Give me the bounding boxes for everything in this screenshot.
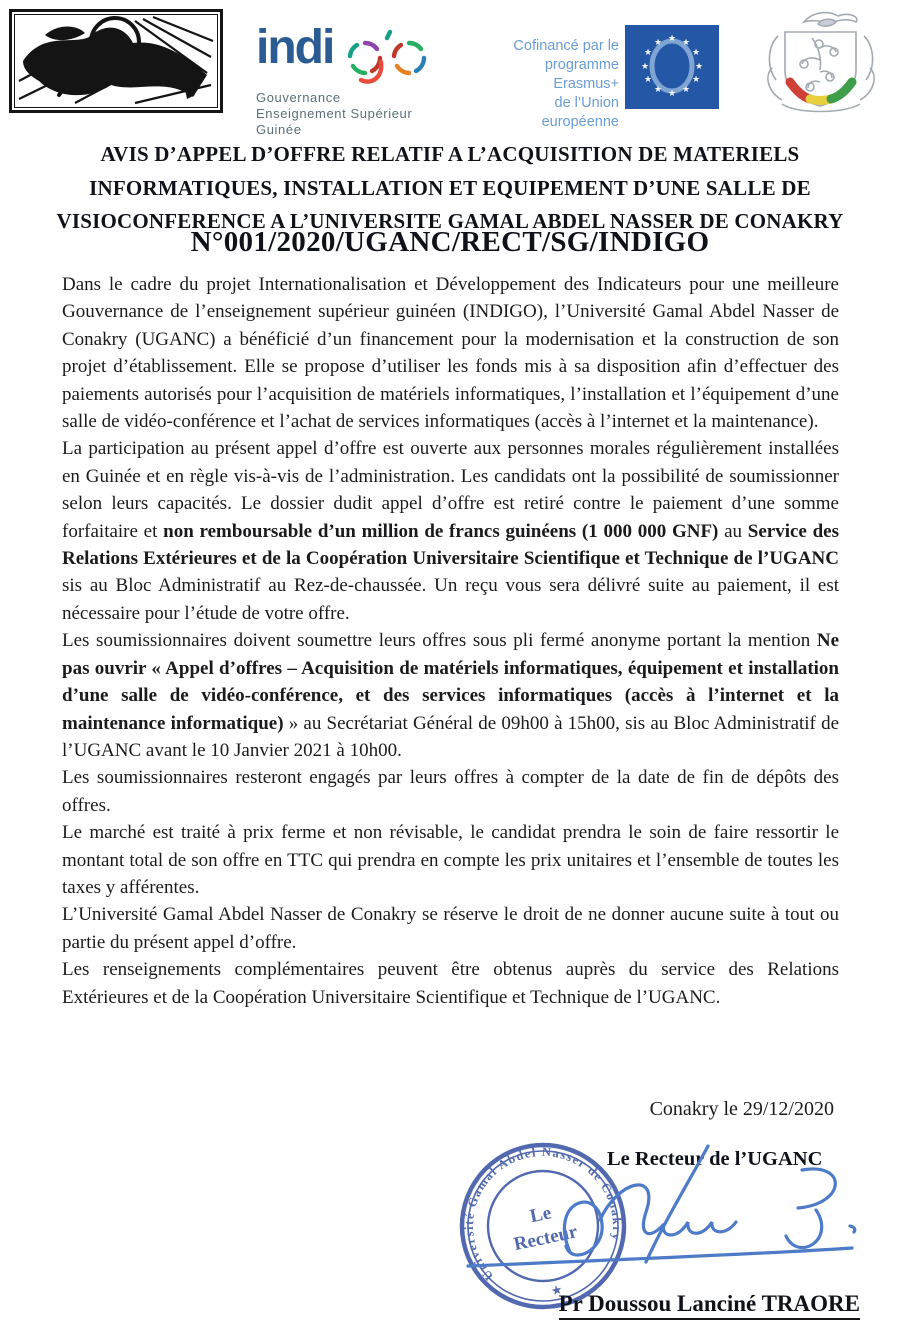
svg-text:★: ★ (667, 34, 677, 44)
notice-title (50, 138, 850, 239)
indigo-tagline-line1: Gouvernance (256, 90, 341, 105)
paragraph (62, 764, 839, 819)
stamp-center-line2: Recteur (511, 1221, 580, 1256)
svg-text:★: ★ (653, 38, 663, 48)
text-segment: sis au Bloc Administratif au Rez-de-chaussée. Un reçu vous sera délivré suite au paiement, il est nécessaire pour l’étude de votre offre. (62, 575, 839, 624)
bold-text-segment: Ne pas ouvrir « Appel d’offres – Acquisition de matériels informatiques, équipement et installation d’une salle de vidéo-conférence, et des services informatiques (accès à l’internet et la maintenance informatique) (62, 630, 839, 734)
indigo-text-indi: indi (256, 21, 334, 74)
text-segment: L’Université Gamal Abdel Nasser de Conakry se réserve le droit de ne donner aucune suite à tout ou partie du présent appel d’offre. (62, 904, 839, 953)
paragraph (62, 627, 839, 764)
title-line-2: INFORMATIQUES, INSTALLATION ET EQUIPEMENT D’UNE SALLE DE (89, 175, 811, 200)
svg-text:★: ★ (681, 85, 691, 95)
text-segment: Les soumissionnaires doivent soumettre leurs offres sous pli fermé anonyme portant la mention (62, 630, 817, 652)
erasmus-logo (487, 25, 719, 132)
indigo-tagline (256, 90, 471, 138)
text-segment: Dans le cadre du projet Internationalisation et Développement des Indicateurs pour une meilleure Gouvernance de l’enseignement supérieur guinéen (INDIGO), l’Université Gamal Abdel Nasser de Conakry (UGANC) a bénéficié d’un financement pour la modernisation et la construction de son projet d’établissement. Elle se propose d’utiliser les fonds mis à sa disposition afin d’effectuer des paiements autorisés pour l’acquisition de matériels informatiques, l’installation et l’équipement d’une salle de vidéo-conférence et l’achat de services informatiques (accès à l’internet et la maintenance). (62, 274, 839, 433)
text-segment: au (718, 520, 748, 542)
paragraph (62, 901, 839, 956)
signatory-name: Pr Doussou Lanciné TRAORE (559, 1291, 860, 1320)
text-segment: » au Secrétariat Général de 09h00 à 15h00, sis au Bloc Administratif de l’UGANC avant le 10 Janvier 2021 à 10h00. (62, 712, 840, 761)
title-line-1: AVIS D’APPEL D’OFFRE RELATIF A L’ACQUISITION DE MATERIELS (100, 142, 800, 166)
erasmus-caption (487, 25, 619, 132)
guinea-coat-of-arms-icon (752, 8, 890, 120)
eu-flag-icon (625, 25, 719, 109)
paragraph (62, 435, 839, 627)
paragraph (62, 819, 839, 901)
bold-text-segment: Service des Relations Extérieures et de la Coopération Universitaire Scientifique et Technique de l’UGANC (62, 520, 839, 570)
erasmus-caption-line1: Cofinancé par le (513, 38, 619, 54)
text-segment: Les renseignements complémentaires peuvent être obtenus auprès du service des Relations Extérieures et de la Coopération Universitaire Scientifique et Technique de l’UGANC. (62, 959, 839, 1008)
indigo-tagline-line3: Guinée (256, 122, 302, 137)
stamp-star: ★ (549, 1281, 564, 1299)
svg-text:★: ★ (681, 38, 691, 48)
uganc-emblem-art (15, 15, 215, 105)
signatory-title: Le Recteur de l’UGANC (607, 1148, 823, 1170)
indigo-logo (256, 21, 471, 138)
text-segment: Les soumissionnaires resteront engagés par leurs offres à compter de la date de fin de dépôts des offres. (62, 767, 839, 816)
svg-text:★: ★ (694, 62, 704, 72)
svg-text:★: ★ (691, 48, 701, 58)
text-segment: Le marché est traité à prix ferme et non révisable, le candidat prendra le soin de faire ressortir le montant total de son offre en TTC qui prendra en compte les prix unitaires et l’ensemble de toutes les taxes y afférentes. (62, 822, 839, 898)
header-logo-row (0, 0, 900, 137)
title-line-3: VISIOCONFERENCE A L’UNIVERSITE GAMAL ABDEL NASSER DE CONAKRY (56, 209, 844, 233)
svg-text:★: ★ (643, 48, 653, 58)
rector-signature (450, 1140, 870, 1300)
body-text (62, 271, 839, 1011)
indigo-wordmark (256, 21, 471, 86)
erasmus-caption-line2: programme Erasmus+ (544, 57, 619, 92)
svg-text:★: ★ (640, 62, 650, 72)
svg-text:★: ★ (691, 75, 701, 85)
place-date: Conakry le 29/12/2020 (649, 1098, 834, 1120)
svg-text:★: ★ (667, 89, 677, 99)
reference-number: N°001/2020/UGANC/RECT/SG/INDIGO (190, 226, 710, 258)
erasmus-caption-line3: de l’Union européenne (541, 95, 619, 130)
svg-text:★: ★ (643, 75, 653, 85)
stamp-ring-text: Université Gamal Abdel Nasser de Conakry (461, 1144, 625, 1284)
paragraph (62, 956, 839, 1011)
uganc-emblem-border (14, 14, 218, 108)
text-segment: La participation au présent appel d’offre est ouverte aux personnes morales régulièrement installées en Guinée et en règle vis-à-vis de l’administration. Les candidats ont la possibilité de soumissionner selon leurs capacités. Le dossier dudit appel d’offre est retiré contre le paiement d’une somme forfaitaire et (62, 438, 839, 542)
uganc-emblem-icon (9, 9, 223, 113)
paragraph (62, 271, 839, 435)
indigo-tagline-line2: Enseignement Supérieur (256, 106, 413, 121)
svg-text:★: ★ (653, 85, 663, 95)
stamp-center-line1: Le (528, 1202, 554, 1228)
bold-text-segment: non remboursable d’un million de francs guinéens (1 000 000 GNF) (163, 520, 719, 542)
indigo-go-icon (337, 28, 437, 86)
